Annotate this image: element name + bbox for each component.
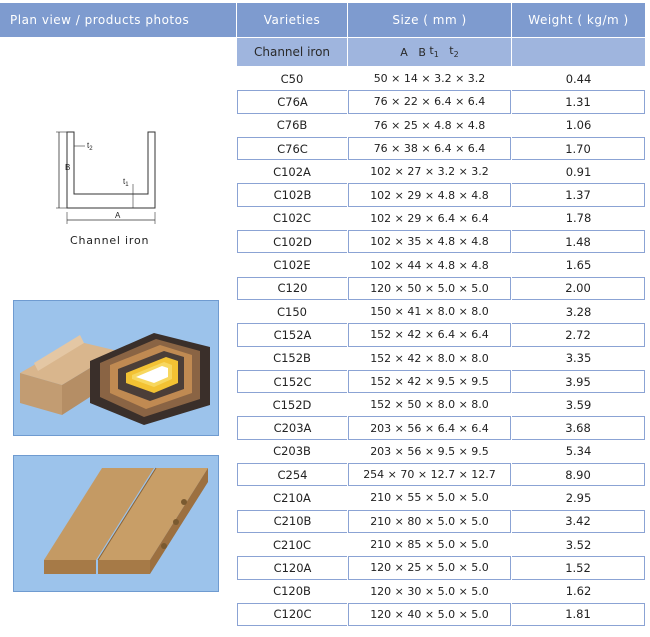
cell-variety: C150	[277, 304, 307, 319]
cell-size: 152 × 42 × 6.4 × 6.4	[348, 323, 511, 346]
product-photo-channel-panels	[13, 455, 219, 592]
cell-variety: C102B	[237, 183, 347, 206]
cell-variety: C254	[237, 463, 347, 486]
cell-size: 203 × 56 × 6.4 × 6.4	[348, 416, 511, 439]
channel-iron-diagram	[55, 128, 175, 228]
cell-weight: 1.31	[512, 90, 645, 113]
cell-variety: C152A	[237, 323, 347, 346]
table-row	[237, 207, 646, 230]
table-row	[237, 393, 646, 416]
cell-weight: 1.81	[512, 603, 645, 626]
dim-t1-label: $t_1$	[123, 177, 129, 188]
cell-weight: 1.52	[512, 556, 645, 579]
cell-size: 152 × 42 × 9.5 × 9.5	[348, 370, 511, 393]
cell-weight: 3.59	[565, 397, 592, 412]
cell-weight: 1.70	[512, 137, 645, 160]
cell-weight: 1.78	[565, 211, 592, 226]
table-row	[237, 510, 646, 533]
table-row	[237, 440, 646, 463]
cell-size: 102 × 27 × 3.2 × 3.2	[370, 165, 489, 179]
table-row	[237, 253, 646, 276]
header-plan-view: Plan view / products photos	[0, 3, 236, 37]
cell-size: 210 × 55 × 5.0 × 5.0	[370, 491, 489, 505]
cell-variety: C102A	[273, 164, 311, 179]
cell-variety: C76B	[276, 118, 308, 133]
cell-size: 102 × 29 × 6.4 × 6.4	[370, 211, 489, 225]
channel-outline	[67, 132, 155, 208]
cell-weight: 3.35	[565, 351, 592, 366]
cell-weight: 2.00	[512, 277, 645, 300]
cell-variety: C120B	[273, 584, 311, 599]
product-photo-nested-channels	[13, 300, 219, 436]
cell-variety: C120	[237, 277, 347, 300]
size-legend-t2: $t_2$	[449, 44, 459, 60]
cell-variety: C102C	[272, 211, 311, 226]
table-row	[237, 347, 646, 370]
cell-weight: 3.42	[512, 510, 645, 533]
cell-size: 102 × 29 × 4.8 × 4.8	[348, 183, 511, 206]
cell-variety: C203B	[273, 444, 311, 459]
cell-size: 150 × 41 × 8.0 × 8.0	[370, 305, 489, 319]
subheader-type: Channel iron	[237, 38, 347, 66]
cell-weight: 1.06	[565, 118, 592, 133]
cell-weight: 1.37	[512, 183, 645, 206]
table-row	[237, 486, 646, 509]
table-row	[237, 90, 646, 113]
nested-channels-illustration	[14, 301, 219, 436]
cell-size: 120 × 30 × 5.0 × 5.0	[370, 584, 489, 598]
cell-variety: C210A	[273, 490, 311, 505]
cell-weight: 3.52	[565, 537, 592, 552]
cell-size: 210 × 85 × 5.0 × 5.0	[370, 538, 489, 552]
cell-variety: C50	[280, 71, 304, 86]
table-row	[237, 300, 646, 323]
table-row	[237, 230, 646, 253]
table-row	[237, 67, 646, 90]
table-row	[237, 114, 646, 137]
cell-variety: C102D	[237, 230, 347, 253]
cell-variety: C152D	[272, 397, 312, 412]
cell-size: 152 × 50 × 8.0 × 8.0	[370, 398, 489, 412]
header-varieties: Varieties	[237, 3, 347, 37]
dim-a-label: A	[115, 211, 121, 220]
cell-weight: 2.72	[512, 323, 645, 346]
panel-bolt	[181, 499, 187, 505]
cell-variety: C120A	[237, 556, 347, 579]
cell-size: 102 × 35 × 4.8 × 4.8	[348, 230, 511, 253]
channel-panels-illustration	[14, 456, 219, 592]
cell-variety: C76C	[237, 137, 347, 160]
cell-size: 152 × 42 × 8.0 × 8.0	[370, 351, 489, 365]
table-row	[237, 160, 646, 183]
table-row	[237, 137, 646, 160]
header-weight: Weight ( kg/m )	[512, 3, 645, 37]
cell-variety: C102E	[273, 258, 311, 273]
subheader-weight-blank	[512, 38, 645, 66]
cell-size: 210 × 80 × 5.0 × 5.0	[348, 510, 511, 533]
table-row	[237, 556, 646, 579]
cell-weight: 0.44	[565, 71, 592, 86]
panel-bolt	[161, 543, 167, 549]
subheader-size-legend	[348, 38, 511, 66]
cell-variety: C152C	[237, 370, 347, 393]
cell-weight: 5.34	[565, 444, 592, 459]
cell-size: 76 × 25 × 4.8 × 4.8	[373, 118, 486, 132]
dim-b-label: B	[65, 163, 71, 172]
cell-weight: 2.95	[565, 490, 592, 505]
header-size: Size ( mm )	[348, 3, 511, 37]
table-row	[237, 323, 646, 346]
cell-weight: 3.95	[512, 370, 645, 393]
size-legend-b: B	[418, 45, 426, 59]
diagram-caption: Channel iron	[70, 234, 150, 247]
cell-size: 102 × 44 × 4.8 × 4.8	[370, 258, 489, 272]
cell-weight: 1.48	[512, 230, 645, 253]
cell-weight: 1.65	[565, 258, 592, 273]
cell-size: 120 × 40 × 5.0 × 5.0	[348, 603, 511, 626]
cell-weight: 0.91	[565, 164, 592, 179]
cell-variety: C120C	[237, 603, 347, 626]
table-row	[237, 277, 646, 300]
table-row	[237, 370, 646, 393]
cell-size: 50 × 14 × 3.2 × 3.2	[373, 72, 486, 86]
table-row	[237, 533, 646, 556]
cell-size: 76 × 22 × 6.4 × 6.4	[348, 90, 511, 113]
cell-weight: 3.28	[565, 304, 592, 319]
table-row	[237, 183, 646, 206]
cell-size: 203 × 56 × 9.5 × 9.5	[370, 444, 489, 458]
cell-size: 120 × 25 × 5.0 × 5.0	[348, 556, 511, 579]
cell-weight: 8.90	[512, 463, 645, 486]
cell-weight: 1.62	[565, 584, 592, 599]
size-legend-a: A	[400, 45, 408, 59]
table-row	[237, 603, 646, 626]
cell-size: 254 × 70 × 12.7 × 12.7	[348, 463, 511, 486]
table-row	[237, 463, 646, 486]
cell-variety: C210B	[237, 510, 347, 533]
size-legend-t1: $t_1$	[429, 44, 439, 60]
table-row	[237, 416, 646, 439]
cell-size: 76 × 38 × 6.4 × 6.4	[348, 137, 511, 160]
dim-t2-label: $t_2$	[87, 141, 93, 152]
spec-table	[237, 67, 646, 626]
table-row	[237, 580, 646, 603]
cell-variety: C152B	[273, 351, 311, 366]
cell-variety: C203A	[237, 416, 347, 439]
cell-weight: 3.68	[512, 416, 645, 439]
cell-size: 120 × 50 × 5.0 × 5.0	[348, 277, 511, 300]
panel-bolt	[173, 519, 179, 525]
cell-variety: C76A	[237, 90, 347, 113]
cell-variety: C210C	[272, 537, 311, 552]
